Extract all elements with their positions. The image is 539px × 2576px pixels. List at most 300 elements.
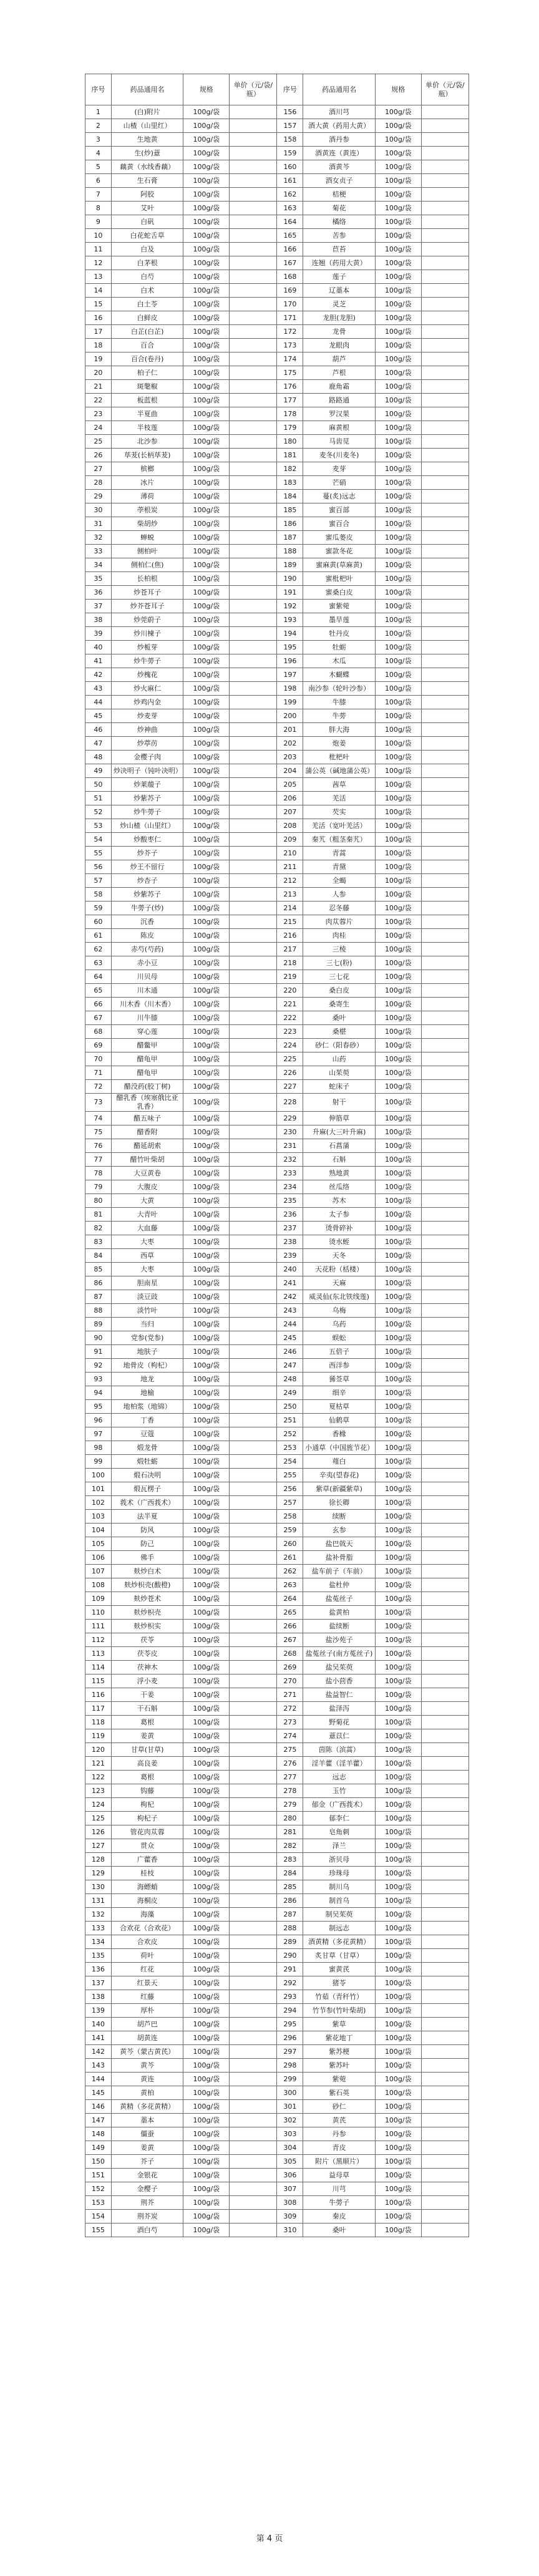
table-row xyxy=(85,298,469,311)
cell-spec: 100g/袋 xyxy=(375,531,421,545)
cell-drug-name: 木瓜 xyxy=(303,654,376,668)
cell-drug-name: 炒神曲 xyxy=(111,723,183,737)
cell-seq: 53 xyxy=(85,819,112,833)
cell-drug-name: 全蝎 xyxy=(303,874,376,888)
cell-seq: 143 xyxy=(85,2059,112,2073)
cell-price xyxy=(421,1551,469,1565)
table-row xyxy=(85,1729,469,1743)
cell-drug-name: 甘草(甘草) xyxy=(111,1743,183,1757)
cell-seq: 25 xyxy=(85,435,112,449)
cell-seq: 213 xyxy=(277,888,303,902)
cell-price xyxy=(230,1908,277,1922)
header-spec-left: 规格 xyxy=(183,74,230,105)
cell-drug-name: 麻黄根 xyxy=(303,421,376,435)
cell-drug-name: 香橼 xyxy=(303,1427,376,1441)
cell-seq: 1 xyxy=(85,105,112,119)
table-row xyxy=(85,1990,469,2004)
table-row xyxy=(85,1318,469,1331)
cell-drug-name: 夏枯草 xyxy=(303,1400,376,1414)
cell-spec: 100g/袋 xyxy=(375,407,421,421)
cell-drug-name: 苣苔 xyxy=(303,243,376,256)
cell-spec: 100g/袋 xyxy=(375,339,421,352)
cell-seq: 79 xyxy=(85,1180,112,1194)
cell-seq: 255 xyxy=(277,1469,303,1482)
table-row xyxy=(85,1867,469,1880)
table-row xyxy=(85,970,469,984)
cell-drug-name: 蜈蚣 xyxy=(303,1331,376,1345)
cell-spec: 100g/袋 xyxy=(183,572,230,586)
cell-drug-name: 酒川芎 xyxy=(303,105,376,119)
cell-drug-name: 蒲公英（碱地蒲公英） xyxy=(303,764,376,778)
cell-drug-name: 伸筋草 xyxy=(303,1112,376,1125)
cell-drug-name: 大枣 xyxy=(111,1263,183,1276)
cell-spec: 100g/袋 xyxy=(183,627,230,641)
cell-spec: 100g/袋 xyxy=(183,682,230,696)
table-row xyxy=(85,2114,469,2127)
cell-spec: 100g/袋 xyxy=(183,1331,230,1345)
cell-drug-name: 红花 xyxy=(111,1963,183,1976)
cell-spec: 100g/袋 xyxy=(375,709,421,723)
cell-price xyxy=(421,1894,469,1908)
cell-seq: 145 xyxy=(85,2086,112,2100)
cell-price xyxy=(421,2169,469,2182)
table-row xyxy=(85,1386,469,1400)
cell-price xyxy=(421,1052,469,1066)
cell-spec: 100g/袋 xyxy=(375,1304,421,1318)
cell-seq: 60 xyxy=(85,915,112,929)
table-row xyxy=(85,1922,469,1935)
table-row xyxy=(85,2127,469,2141)
cell-spec: 100g/袋 xyxy=(183,1825,230,1839)
cell-spec: 100g/袋 xyxy=(183,1880,230,1894)
cell-drug-name: 金樱子肉 xyxy=(111,751,183,764)
cell-drug-name: 地肤子 xyxy=(111,1345,183,1359)
cell-seq: 168 xyxy=(277,270,303,284)
cell-drug-name: 荆芥炭 xyxy=(111,2210,183,2224)
cell-drug-name: 葛根 xyxy=(111,1771,183,1784)
cell-spec: 100g/袋 xyxy=(183,270,230,284)
cell-drug-name: 西草 xyxy=(111,1249,183,1263)
cell-seq: 107 xyxy=(85,1565,112,1578)
table-row xyxy=(85,1331,469,1345)
cell-seq: 306 xyxy=(277,2169,303,2182)
cell-seq: 200 xyxy=(277,709,303,723)
cell-seq: 124 xyxy=(85,1798,112,1812)
cell-spec: 100g/袋 xyxy=(183,1812,230,1825)
cell-drug-name: 制吴茱萸 xyxy=(303,1908,376,1922)
table-row xyxy=(85,2224,469,2237)
cell-price xyxy=(230,2155,277,2169)
cell-price xyxy=(230,2127,277,2141)
cell-seq: 136 xyxy=(85,1963,112,1976)
cell-price xyxy=(230,1949,277,1963)
table-row xyxy=(85,558,469,572)
cell-spec: 100g/袋 xyxy=(375,1853,421,1867)
cell-seq: 155 xyxy=(85,2224,112,2237)
cell-drug-name: 藕黄（水线香藕） xyxy=(111,160,183,174)
cell-drug-name: 陈皮 xyxy=(111,929,183,943)
cell-seq: 272 xyxy=(277,1702,303,1716)
cell-spec: 100g/袋 xyxy=(183,133,230,147)
cell-spec: 100g/袋 xyxy=(183,1729,230,1743)
cell-drug-name: 羌活 xyxy=(303,792,376,805)
cell-spec: 100g/袋 xyxy=(183,2127,230,2141)
table-row xyxy=(85,435,469,449)
table-row xyxy=(85,202,469,215)
cell-drug-name: 藁本 xyxy=(111,2114,183,2127)
cell-seq: 104 xyxy=(85,1524,112,1537)
table-row xyxy=(85,119,469,133)
table-row xyxy=(85,682,469,696)
cell-drug-name: 盐补骨脂 xyxy=(303,1551,376,1565)
cell-spec: 100g/袋 xyxy=(375,998,421,1011)
cell-spec: 100g/袋 xyxy=(183,943,230,956)
table-row xyxy=(85,2045,469,2059)
cell-seq: 302 xyxy=(277,2114,303,2127)
cell-price xyxy=(421,2100,469,2114)
cell-seq: 148 xyxy=(85,2127,112,2141)
cell-drug-name: 紫菀 xyxy=(303,2073,376,2086)
cell-spec: 100g/袋 xyxy=(375,613,421,627)
cell-drug-name: 麦冬(川麦冬) xyxy=(303,449,376,462)
cell-drug-name: 淡豆豉 xyxy=(111,1290,183,1304)
cell-price xyxy=(421,1222,469,1235)
cell-spec: 100g/袋 xyxy=(183,1908,230,1922)
cell-seq: 152 xyxy=(85,2182,112,2196)
cell-drug-name: 紫草(新疆紫草) xyxy=(303,1482,376,1496)
table-row xyxy=(85,668,469,682)
table-row xyxy=(85,2196,469,2210)
cell-seq: 114 xyxy=(85,1661,112,1674)
cell-drug-name: 升麻(大三叶升麻) xyxy=(303,1125,376,1139)
cell-price xyxy=(421,1524,469,1537)
cell-seq: 140 xyxy=(85,2018,112,2031)
cell-price xyxy=(230,133,277,147)
cell-price xyxy=(230,2196,277,2210)
cell-drug-name: 大枣 xyxy=(111,1235,183,1249)
cell-spec: 100g/袋 xyxy=(183,1578,230,1592)
cell-spec: 100g/袋 xyxy=(375,1222,421,1235)
cell-seq: 15 xyxy=(85,298,112,311)
cell-spec: 100g/袋 xyxy=(375,1812,421,1825)
cell-seq: 201 xyxy=(277,723,303,737)
cell-drug-name: 炒紫苏子 xyxy=(111,792,183,805)
cell-spec: 100g/袋 xyxy=(183,1249,230,1263)
table-row xyxy=(85,1249,469,1263)
table-row xyxy=(85,2100,469,2114)
cell-seq: 273 xyxy=(277,1716,303,1729)
cell-price xyxy=(421,1125,469,1139)
cell-price xyxy=(421,503,469,517)
cell-price xyxy=(421,792,469,805)
cell-drug-name: 煅牡蛎 xyxy=(111,1455,183,1469)
cell-drug-name: 茵陈（滨蒿） xyxy=(303,1743,376,1757)
cell-spec: 100g/袋 xyxy=(183,847,230,860)
table-row xyxy=(85,819,469,833)
cell-seq: 277 xyxy=(277,1771,303,1784)
cell-price xyxy=(421,1139,469,1153)
cell-price xyxy=(421,654,469,668)
table-row xyxy=(85,586,469,600)
cell-drug-name: 珍珠母 xyxy=(303,1867,376,1880)
table-row xyxy=(85,545,469,558)
table-row xyxy=(85,311,469,325)
cell-spec: 100g/袋 xyxy=(375,311,421,325)
cell-drug-name: 紫苏叶 xyxy=(303,2059,376,2073)
table-row xyxy=(85,352,469,366)
cell-price xyxy=(230,1757,277,1771)
cell-seq: 199 xyxy=(277,696,303,709)
header-price-right: 单价（元/袋/瓶） xyxy=(421,74,469,105)
cell-drug-name: 蝉蜕 xyxy=(111,531,183,545)
cell-seq: 189 xyxy=(277,558,303,572)
cell-spec: 100g/袋 xyxy=(183,2073,230,2086)
cell-spec: 100g/袋 xyxy=(375,545,421,558)
cell-seq: 95 xyxy=(85,1400,112,1414)
cell-price xyxy=(230,1276,277,1290)
cell-price xyxy=(230,1524,277,1537)
table-row xyxy=(85,1496,469,1510)
cell-drug-name: 贯众 xyxy=(111,1839,183,1853)
cell-price xyxy=(421,1771,469,1784)
cell-seq: 299 xyxy=(277,2073,303,2086)
cell-price xyxy=(421,1784,469,1798)
cell-spec: 100g/袋 xyxy=(183,1125,230,1139)
cell-seq: 133 xyxy=(85,1922,112,1935)
cell-seq: 46 xyxy=(85,723,112,737)
cell-spec: 100g/袋 xyxy=(375,1359,421,1373)
table-row xyxy=(85,2169,469,2182)
cell-seq: 90 xyxy=(85,1331,112,1345)
cell-seq: 6 xyxy=(85,174,112,188)
cell-seq: 141 xyxy=(85,2031,112,2045)
cell-spec: 100g/袋 xyxy=(183,1757,230,1771)
cell-drug-name: 淫羊藿（淫羊藿） xyxy=(303,1757,376,1771)
cell-price xyxy=(421,1482,469,1496)
cell-drug-name: 郁金（广西莪术） xyxy=(303,1798,376,1812)
cell-drug-name: 桑椹 xyxy=(303,1025,376,1039)
cell-price xyxy=(230,874,277,888)
cell-price xyxy=(421,105,469,119)
cell-spec: 100g/袋 xyxy=(375,1039,421,1052)
cell-drug-name: 盐黄柏 xyxy=(303,1606,376,1620)
cell-seq: 109 xyxy=(85,1592,112,1606)
cell-drug-name: 五倍子 xyxy=(303,1345,376,1359)
cell-drug-name: 斑氅椒 xyxy=(111,380,183,394)
cell-spec: 100g/袋 xyxy=(375,476,421,490)
cell-seq: 150 xyxy=(85,2155,112,2169)
cell-price xyxy=(230,737,277,751)
cell-spec: 100g/袋 xyxy=(183,1949,230,1963)
cell-price xyxy=(421,1263,469,1276)
cell-seq: 257 xyxy=(277,1496,303,1510)
table-row xyxy=(85,1208,469,1222)
cell-spec: 100g/袋 xyxy=(375,1729,421,1743)
cell-seq: 309 xyxy=(277,2210,303,2224)
cell-price xyxy=(230,723,277,737)
cell-spec: 100g/袋 xyxy=(183,202,230,215)
cell-seq: 78 xyxy=(85,1167,112,1180)
table-row xyxy=(85,1716,469,1729)
cell-price xyxy=(230,531,277,545)
cell-price xyxy=(421,449,469,462)
cell-seq: 139 xyxy=(85,2004,112,2018)
cell-drug-name: 炒牛蒡子 xyxy=(111,805,183,819)
cell-spec: 100g/袋 xyxy=(375,1743,421,1757)
cell-spec: 100g/袋 xyxy=(375,888,421,902)
cell-price xyxy=(230,613,277,627)
cell-spec: 100g/袋 xyxy=(375,2031,421,2045)
cell-price xyxy=(230,1743,277,1757)
table-row xyxy=(85,1180,469,1194)
cell-spec: 100g/袋 xyxy=(183,366,230,380)
cell-spec: 100g/袋 xyxy=(183,1359,230,1373)
cell-seq: 229 xyxy=(277,1112,303,1125)
cell-seq: 225 xyxy=(277,1052,303,1066)
cell-price xyxy=(230,503,277,517)
cell-drug-name: 炒牛蒡子 xyxy=(111,654,183,668)
cell-spec: 100g/袋 xyxy=(183,709,230,723)
cell-spec: 100g/袋 xyxy=(375,1537,421,1551)
cell-seq: 233 xyxy=(277,1167,303,1180)
table-row xyxy=(85,1949,469,1963)
cell-price xyxy=(421,1180,469,1194)
cell-seq: 68 xyxy=(85,1025,112,1039)
cell-drug-name: 菊花 xyxy=(303,202,376,215)
cell-spec: 100g/袋 xyxy=(183,1867,230,1880)
cell-drug-name: 酒黄精（多花黄精） xyxy=(303,1935,376,1949)
cell-price xyxy=(421,1935,469,1949)
cell-spec: 100g/袋 xyxy=(375,1080,421,1094)
cell-seq: 63 xyxy=(85,956,112,970)
cell-seq: 51 xyxy=(85,792,112,805)
cell-price xyxy=(230,1482,277,1496)
cell-price xyxy=(230,778,277,792)
table-row xyxy=(85,874,469,888)
cell-spec: 100g/袋 xyxy=(375,1880,421,1894)
cell-seq: 89 xyxy=(85,1318,112,1331)
cell-price xyxy=(230,1688,277,1702)
cell-spec: 100g/袋 xyxy=(183,1469,230,1482)
cell-drug-name: 合欢花（合欢花） xyxy=(111,1922,183,1935)
cell-spec: 100g/袋 xyxy=(183,462,230,476)
cell-price xyxy=(230,202,277,215)
cell-spec: 100g/袋 xyxy=(375,2224,421,2237)
cell-seq: 271 xyxy=(277,1688,303,1702)
cell-spec: 100g/袋 xyxy=(183,558,230,572)
cell-drug-name: 羌活（宽叶羌活） xyxy=(303,819,376,833)
cell-seq: 303 xyxy=(277,2127,303,2141)
cell-spec: 100g/袋 xyxy=(375,1867,421,1880)
cell-spec: 100g/袋 xyxy=(183,243,230,256)
cell-seq: 242 xyxy=(277,1290,303,1304)
header-seq-right: 序号 xyxy=(277,74,303,105)
cell-drug-name: 北沙参 xyxy=(111,435,183,449)
cell-drug-name: 黄柏 xyxy=(111,2086,183,2100)
table-row xyxy=(85,1345,469,1359)
cell-spec: 100g/袋 xyxy=(183,1976,230,1990)
cell-price xyxy=(421,1812,469,1825)
cell-drug-name: 细辛 xyxy=(303,1386,376,1400)
cell-price xyxy=(421,352,469,366)
cell-spec: 100g/袋 xyxy=(183,298,230,311)
cell-spec: 100g/袋 xyxy=(375,1990,421,2004)
cell-seq: 231 xyxy=(277,1139,303,1153)
cell-seq: 275 xyxy=(277,1743,303,1757)
cell-price xyxy=(230,1592,277,1606)
cell-drug-name: 玄参 xyxy=(303,1524,376,1537)
cell-drug-name: 泽兰 xyxy=(303,1839,376,1853)
cell-price xyxy=(230,1990,277,2004)
cell-price xyxy=(421,147,469,160)
cell-drug-name: 牛膝 xyxy=(303,696,376,709)
cell-seq: 91 xyxy=(85,1345,112,1359)
cell-drug-name: 乌药 xyxy=(303,1318,376,1331)
cell-price xyxy=(421,325,469,339)
cell-drug-name: 黄连 xyxy=(111,2073,183,2086)
cell-seq: 293 xyxy=(277,1990,303,2004)
cell-price xyxy=(421,1592,469,1606)
table-row xyxy=(85,751,469,764)
cell-seq: 285 xyxy=(277,1880,303,1894)
cell-seq: 49 xyxy=(85,764,112,778)
cell-price xyxy=(230,1469,277,1482)
cell-price xyxy=(230,380,277,394)
cell-price xyxy=(421,1537,469,1551)
cell-price xyxy=(230,1729,277,1743)
cell-drug-name: 蜜桑白皮 xyxy=(303,586,376,600)
cell-seq: 186 xyxy=(277,517,303,531)
cell-seq: 3 xyxy=(85,133,112,147)
cell-spec: 100g/袋 xyxy=(375,147,421,160)
cell-drug-name: 竹茹（青秆竹） xyxy=(303,1990,376,2004)
cell-spec: 100g/袋 xyxy=(183,2086,230,2100)
cell-seq: 14 xyxy=(85,284,112,298)
cell-spec: 100g/袋 xyxy=(375,160,421,174)
cell-price xyxy=(421,1757,469,1771)
cell-drug-name: 龙骨 xyxy=(303,325,376,339)
cell-price xyxy=(421,1208,469,1222)
cell-spec: 100g/袋 xyxy=(375,654,421,668)
table-row xyxy=(85,1798,469,1812)
cell-spec: 100g/袋 xyxy=(375,1922,421,1935)
cell-drug-name: 金银花 xyxy=(111,2169,183,2182)
table-row xyxy=(85,517,469,531)
cell-seq: 65 xyxy=(85,984,112,998)
table-row xyxy=(85,2073,469,2086)
cell-drug-name: 枸杞 xyxy=(111,1798,183,1812)
cell-price xyxy=(421,298,469,311)
cell-drug-name: 酒女贞子 xyxy=(303,174,376,188)
cell-price xyxy=(421,778,469,792)
cell-drug-name: 白土苓 xyxy=(111,298,183,311)
cell-drug-name: 白茅根 xyxy=(111,256,183,270)
cell-price xyxy=(421,243,469,256)
cell-drug-name: 丝瓜络 xyxy=(303,1180,376,1194)
cell-price xyxy=(421,1112,469,1125)
cell-seq: 129 xyxy=(85,1867,112,1880)
table-row xyxy=(85,929,469,943)
cell-seq: 226 xyxy=(277,1066,303,1080)
cell-spec: 100g/袋 xyxy=(183,737,230,751)
cell-drug-name: 桔梗 xyxy=(303,188,376,202)
cell-spec: 100g/袋 xyxy=(183,105,230,119)
cell-price xyxy=(230,1386,277,1400)
cell-seq: 75 xyxy=(85,1125,112,1139)
cell-seq: 279 xyxy=(277,1798,303,1812)
cell-drug-name: 蜜麻黄(草麻黄) xyxy=(303,558,376,572)
cell-spec: 100g/袋 xyxy=(375,778,421,792)
